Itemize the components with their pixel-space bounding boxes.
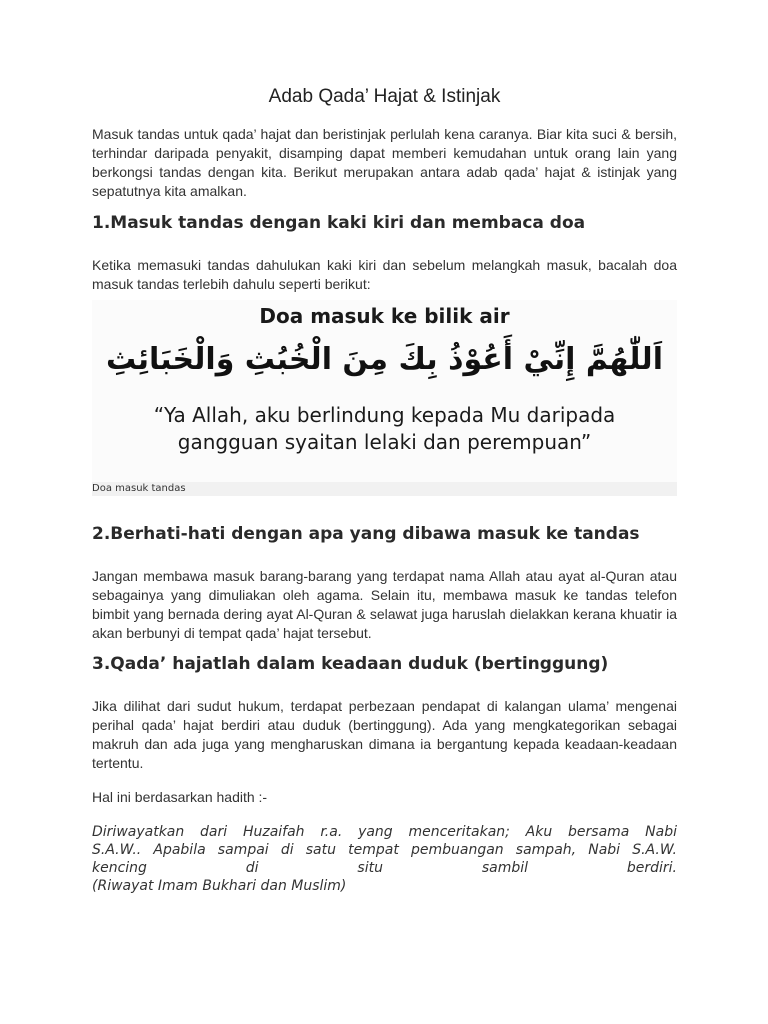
hadith-quote-line-1: Diriwayatkan dari Huzaifah r.a. yang menceritakan; Aku bersama Nabi	[92, 824, 677, 840]
page-title: Adab Qada’ Hajat & Istinjak	[268, 86, 501, 107]
doa-translation-line-1: “Ya Allah, aku berlindung kepada Mu daripada	[153, 403, 616, 427]
hadith-quote-line-3: kencing di situ sambil berdiri.	[92, 860, 677, 876]
doa-arabic-text: اَللّٰهُمَّ إِنِّيْ أَعُوْذُ بِكَ مِنَ الْخُبُثِ وَالْخَبَائِثِ	[106, 342, 663, 377]
intro-paragraph: Masuk tandas untuk qada’ hajat dan beristinjak perlulah kena caranya. Biar kita suci & bersih, terhindar daripada penyakit, disamping dapat memberi kemudahan untuk orang lain yang berkongsi tandas dengan kita. Berikut merupakan antara adab qada’ hajat & istinjak yang sepatutnya kita amalkan.	[92, 126, 677, 199]
hadith-quote	[92, 823, 677, 895]
section-2-heading: 2.Berhati-hati dengan apa yang dibawa masuk ke tandas	[92, 524, 640, 544]
doa-translation-line-2: gangguan syaitan lelaki dan perempuan”	[177, 430, 592, 454]
hadith-intro: Hal ini berdasarkan hadith :-	[92, 789, 268, 805]
section-3-heading: 3.Qada’ hajatlah dalam keadaan duduk (bertinggung)	[92, 654, 609, 674]
hadith-quote-line-2: S.A.W.. Apabila sampai di satu tempat pembuangan sampah, Nabi S.A.W.	[92, 842, 677, 858]
section-1-heading: 1.Masuk tandas dengan kaki kiri dan membaca doa	[92, 213, 586, 233]
section-2-body: Jangan membawa masuk barang-barang yang terdapat nama Allah atau ayat al-Quran atau sebagainya yang dimuliakan oleh agama. Selain itu, membawa masuk ke tandas telefon bimbit yang bernada dering ayat Al-Quran & selawat juga haruslah dielakkan kerana khuatir ia akan berbunyi di tempat qada’ hajat tersebut.	[92, 568, 677, 641]
doa-image-title: Doa masuk ke bilik air	[259, 304, 510, 328]
hadith-source: (Riwayat Imam Bukhari dan Muslim)	[92, 878, 347, 894]
image-caption: Doa masuk tandas	[92, 482, 677, 496]
doa-translation	[92, 402, 677, 456]
section-3-body: Jika dilihat dari sudut hukum, terdapat perbezaan pendapat di kalangan ulama’ mengenai perihal qada’ hajat berdiri atau duduk (bertinggung). Ada yang mengkategorikan sebagai makruh dan ada juga yang mengharuskan dimana ia bergantung kepada keadaan-keadaan tertentu.	[92, 698, 677, 771]
doa-image	[92, 300, 677, 482]
section-1-body: Ketika memasuki tandas dahulukan kaki kiri dan sebelum melangkah masuk, bacalah doa masuk tandas terlebih dahulu seperti berikut:	[92, 257, 677, 292]
